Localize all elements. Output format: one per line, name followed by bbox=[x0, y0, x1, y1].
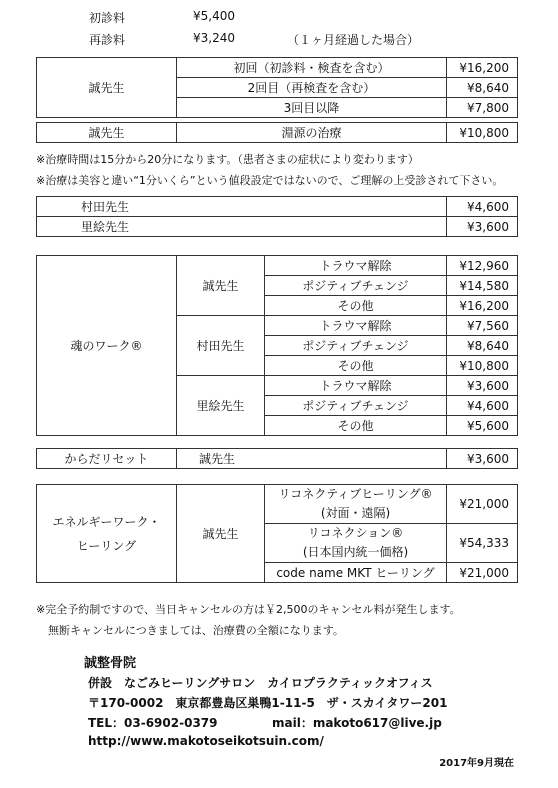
treatment-name: 2回目（再検査を含む） bbox=[177, 78, 447, 98]
service-price: ¥14,580 bbox=[447, 276, 518, 296]
body-reset-table bbox=[36, 448, 518, 469]
service-price: ¥8,640 bbox=[447, 336, 518, 356]
service-price: ¥21,000 bbox=[447, 563, 518, 583]
service-name: その他 bbox=[265, 416, 447, 436]
treatment-price: ¥4,600 bbox=[447, 197, 518, 217]
treatment-price: ¥3,600 bbox=[447, 217, 518, 237]
service-name-line1: リコネクション® bbox=[307, 526, 404, 540]
energy-work-table bbox=[36, 484, 518, 583]
energy-work-title bbox=[37, 485, 177, 583]
service-name: その他 bbox=[265, 356, 447, 376]
service-price: ¥21,000 bbox=[447, 485, 518, 524]
makoto-treatment-table bbox=[36, 57, 518, 118]
service-name-line2: (対面・遠隔) bbox=[320, 506, 391, 520]
service-name: その他 bbox=[265, 296, 447, 316]
soul-work-table bbox=[36, 255, 518, 436]
clinic-tel: TEL：03-6902-0379 bbox=[88, 716, 218, 730]
repeat-visit-fee-value: ¥3,240 bbox=[193, 31, 235, 45]
other-doctors-table bbox=[36, 196, 518, 237]
service-price: ¥16,200 bbox=[447, 296, 518, 316]
service-name: ポジティブチェンジ bbox=[265, 336, 447, 356]
soul-work-title: 魂のワーク® bbox=[37, 256, 177, 436]
clinic-name: 誠整骨院 bbox=[84, 656, 137, 671]
root-treatment-table bbox=[36, 122, 518, 143]
doctor-cell: 誠先生 bbox=[177, 449, 447, 469]
service-name-line1: リコネクティブヒーリング® bbox=[278, 487, 433, 501]
first-visit-fee-label: 初診料 bbox=[89, 11, 126, 25]
clinic-mail: mail：makoto617@live.jp bbox=[272, 716, 442, 730]
doctor-cell: 誠先生 bbox=[177, 485, 265, 583]
service-name: トラウマ解除 bbox=[265, 316, 447, 336]
treatment-name: 3回目以降 bbox=[177, 98, 447, 118]
treatment-price: ¥8,640 bbox=[447, 78, 518, 98]
doctor-cell: 誠先生 bbox=[37, 58, 177, 118]
pricing-policy-note: ※治療は美容と違い“1分いくら”という値段設定ではないので、ご理解の上受診されて下さい。 bbox=[36, 174, 504, 187]
service-price: ¥54,333 bbox=[447, 524, 518, 563]
treatment-name: 初回（初診料・検査を含む） bbox=[177, 58, 447, 78]
energy-work-title-line2: ヒーリング bbox=[76, 538, 137, 553]
clinic-address: 〒170-0002 東京都豊島区巣鴨1-11-5 ザ・スカイタワー201 bbox=[88, 696, 448, 710]
service-name bbox=[265, 485, 447, 524]
doctor-cell: 里絵先生 bbox=[177, 376, 265, 436]
service-price: ¥3,600 bbox=[447, 449, 518, 469]
doctor-cell: 村田先生 bbox=[177, 316, 265, 376]
service-name: トラウマ解除 bbox=[265, 256, 447, 276]
clinic-affiliate: 併設 なごみヒーリングサロン カイロプラクティックオフィス bbox=[88, 676, 433, 690]
service-price: ¥4,600 bbox=[447, 396, 518, 416]
service-name-line2: (日本国内統一価格) bbox=[302, 545, 409, 559]
treatment-name: 淵源の治療 bbox=[177, 123, 447, 143]
treatment-price: ¥7,800 bbox=[447, 98, 518, 118]
clinic-url[interactable]: http://www.makotoseikotsuin.com/ bbox=[88, 734, 324, 748]
as-of-date: 2017年9月現在 bbox=[439, 758, 514, 769]
doctor-cell: 誠先生 bbox=[37, 123, 177, 143]
first-visit-fee-value: ¥5,400 bbox=[193, 9, 235, 23]
treatment-price: ¥10,800 bbox=[447, 123, 518, 143]
energy-work-title-line1: エネルギーワーク・ bbox=[52, 514, 161, 529]
doctor-cell: 村田先生 bbox=[37, 197, 447, 217]
no-show-note: 無断キャンセルにつきましては、治療費の全額になります。 bbox=[48, 624, 344, 637]
service-name: トラウマ解除 bbox=[265, 376, 447, 396]
cancel-fee-note: ※完全予約制ですので、当日キャンセルの方は￥2,500のキャンセル料が発生します。 bbox=[36, 603, 461, 616]
service-price: ¥5,600 bbox=[447, 416, 518, 436]
doctor-cell: 里絵先生 bbox=[37, 217, 447, 237]
treatment-price: ¥16,200 bbox=[447, 58, 518, 78]
repeat-visit-fee-label: 再診料 bbox=[89, 33, 126, 47]
service-name: からだリセット bbox=[37, 449, 177, 469]
service-name: ポジティブチェンジ bbox=[265, 276, 447, 296]
doctor-cell: 誠先生 bbox=[177, 256, 265, 316]
treatment-time-note: ※治療時間は15分から20分になります。（患者さまの症状により変わります） bbox=[36, 153, 419, 166]
service-price: ¥3,600 bbox=[447, 376, 518, 396]
service-name: ポジティブチェンジ bbox=[265, 396, 447, 416]
repeat-visit-fee-note: （１ヶ月経過した場合） bbox=[287, 33, 420, 47]
service-name: code name MKT ヒーリング bbox=[265, 563, 447, 583]
service-name bbox=[265, 524, 447, 563]
service-price: ¥12,960 bbox=[447, 256, 518, 276]
service-price: ¥7,560 bbox=[447, 316, 518, 336]
service-price: ¥10,800 bbox=[447, 356, 518, 376]
